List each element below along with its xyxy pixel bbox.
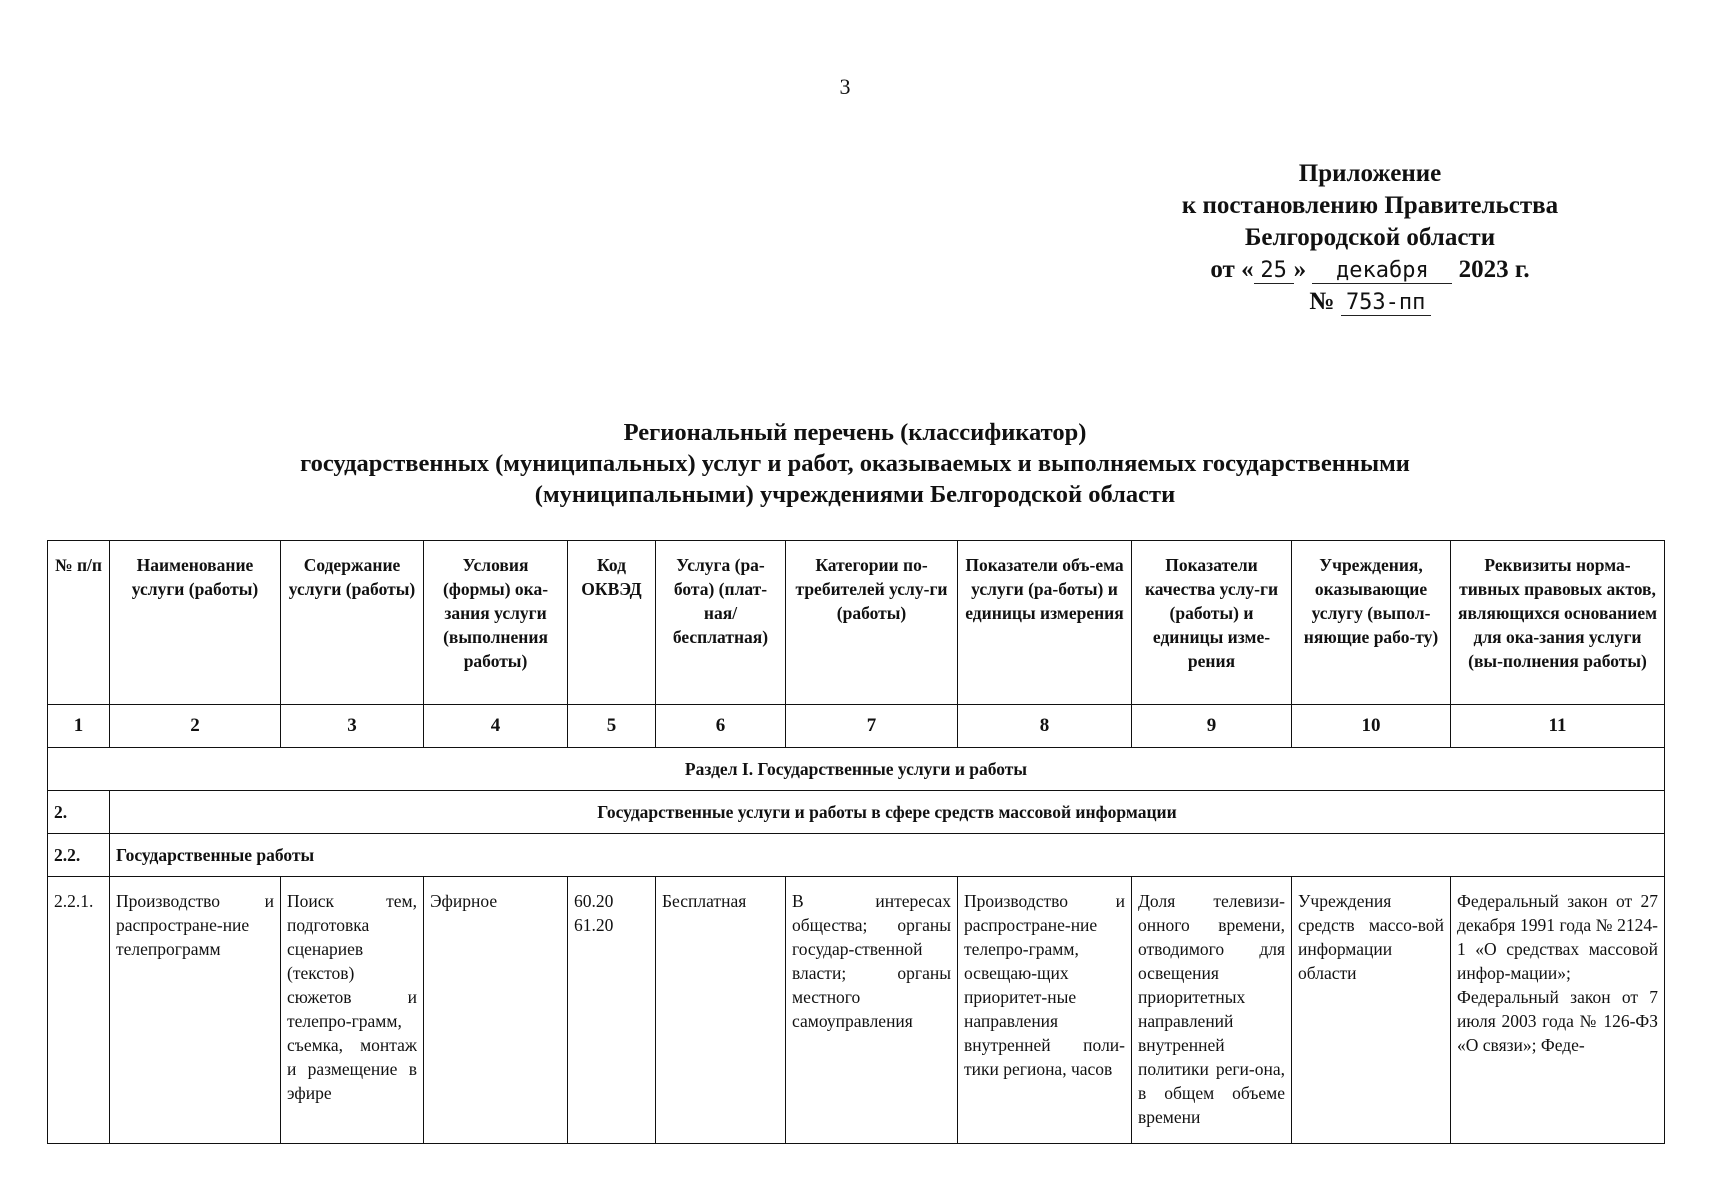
title-line-3: (муниципальными) учреждениями Белгородской области <box>534 481 1176 508</box>
column-number: 10 <box>1292 705 1451 748</box>
legal-acts: Федеральный закон от 27 декабря 1991 года № 2124-1 «О средствах массовой инфор-мации»; Федеральный закон от 7 июля 2003 года № 126-ФЗ «О связи»; Феде- <box>1451 877 1665 1144</box>
column-number: 3 <box>281 705 424 748</box>
appendix-block <box>1140 158 1600 318</box>
group-title: Государственные работы <box>110 834 1665 877</box>
subsection-row <box>48 791 1665 834</box>
service-content: Поиск тем, подготовка сценариев (текстов) сюжетов и телепро-грамм, съемка, монтаж и размещение в эфире <box>281 877 424 1144</box>
header-cell: Условия (формы) ока-зания услуги (выполнения работы) <box>424 541 568 705</box>
subsection-number: 2. <box>48 791 110 834</box>
document-title <box>40 417 1670 510</box>
volume-indicators: Производство и распростране-ние телепро-грамм, освещаю-щих приоритет-ные направления внутренней поли-тики региона, часов <box>958 877 1132 1144</box>
header-cell: Показатели качества услу-ги (работы) и единицы изме-рения <box>1132 541 1292 705</box>
appendix-line-region: Белгородской области <box>1244 224 1496 251</box>
institutions: Учреждения средств массо-вой информации области <box>1292 877 1451 1144</box>
header-cell: Код ОКВЭД <box>568 541 656 705</box>
column-number: 4 <box>424 705 568 748</box>
consumer-categories: В интересах общества; органы государ-ственной власти; органы местного самоуправления <box>786 877 958 1144</box>
paid-status: Бесплатная <box>656 877 786 1144</box>
header-cell: Услуга (ра-бота) (плат-ная/ бесплатная) <box>656 541 786 705</box>
number-prefix: № <box>1309 288 1335 315</box>
date-day: 25 <box>1254 259 1294 284</box>
section-title: Раздел I. Государственные услуги и работы <box>48 748 1665 791</box>
header-cell: № п/п <box>48 541 110 705</box>
header-cell: Содержание услуги (работы) <box>281 541 424 705</box>
column-number: 2 <box>110 705 281 748</box>
column-number: 8 <box>958 705 1132 748</box>
okved-code: 60.20 61.20 <box>568 877 656 1144</box>
appendix-number <box>1140 286 1600 318</box>
column-number: 11 <box>1451 705 1665 748</box>
column-number: 1 <box>48 705 110 748</box>
column-number-row <box>48 705 1665 748</box>
header-cell: Реквизиты норма-тивных правовых актов, являющихся основанием для ока-зания услуги (вы-полнения работы) <box>1451 541 1665 705</box>
registry-table <box>47 540 1665 1144</box>
subsection-title: Государственные услуги и работы в сфере средств массовой информации <box>110 791 1665 834</box>
date-month: декабря <box>1312 259 1452 284</box>
column-number: 7 <box>786 705 958 748</box>
service-name: Производство и распростране-ние телепрограмм <box>110 877 281 1144</box>
column-number: 5 <box>568 705 656 748</box>
title-line-1: Региональный перечень (классификатор) <box>623 419 1087 446</box>
row-number: 2.2.1. <box>48 877 110 1144</box>
section-row <box>48 748 1665 791</box>
date-year: 2023 г. <box>1458 256 1530 283</box>
column-number: 6 <box>656 705 786 748</box>
appendix-date <box>1140 254 1600 286</box>
appendix-title: Приложение <box>1298 160 1442 187</box>
number-value: 753-пп <box>1341 291 1431 316</box>
header-cell: Показатели объ-ема услуги (ра-боты) и единицы измерения <box>958 541 1132 705</box>
header-cell: Наименование услуги (работы) <box>110 541 281 705</box>
header-cell: Учреждения, оказывающие услугу (выпол-няющие рабо-ту) <box>1292 541 1451 705</box>
table-row <box>48 877 1665 1144</box>
service-conditions: Эфирное <box>424 877 568 1144</box>
group-row <box>48 834 1665 877</box>
date-mid: » <box>1293 256 1307 283</box>
header-cell: Категории по-требителей услу-ги (работы) <box>786 541 958 705</box>
quality-indicators: Доля телевизи-онного времени, отводимого для освещения приоритетных направлений внутренней политики реги-она, в общем объеме времени <box>1132 877 1292 1144</box>
page-number: 3 <box>839 74 851 99</box>
appendix-line-resolution: к постановлению Правительства <box>1181 192 1559 219</box>
column-number: 9 <box>1132 705 1292 748</box>
group-number: 2.2. <box>48 834 110 877</box>
date-prefix: от « <box>1210 256 1254 283</box>
title-line-2: государственных (муниципальных) услуг и работ, оказываемых и выполняемых государственными <box>300 450 1410 477</box>
header-row <box>48 541 1665 705</box>
